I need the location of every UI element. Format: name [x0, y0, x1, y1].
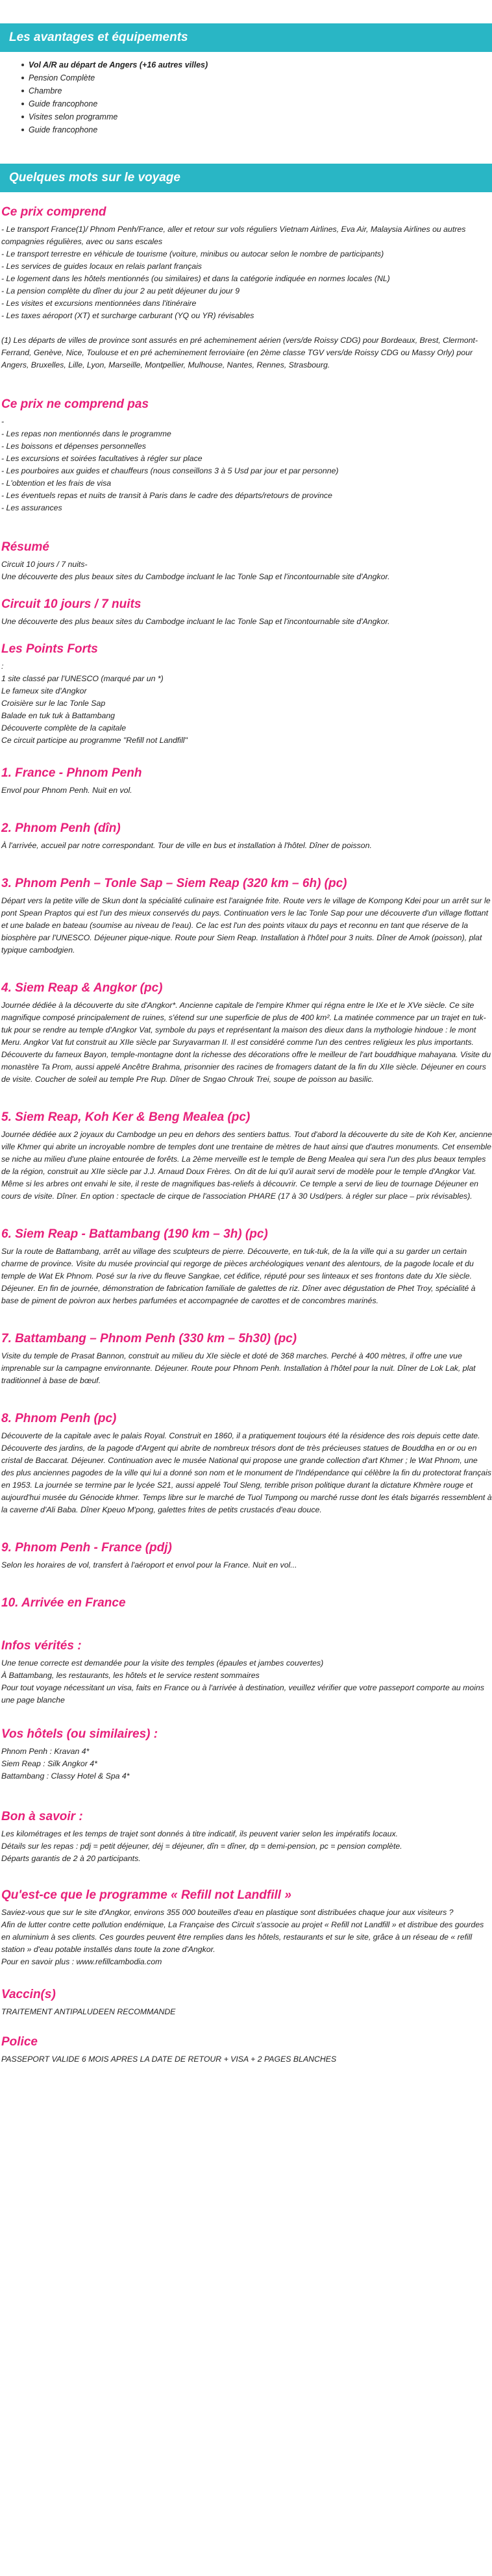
points-forts-line: Croisière sur le lac Tonle Sap — [1, 699, 106, 708]
day-title: 6. Siem Reap - Battambang (190 km – 3h) (pc) — [1, 1227, 268, 1241]
day-title: 4. Siem Reap & Angkor (pc) — [1, 981, 163, 995]
bon-a-savoir-title: Bon à savoir : — [1, 1810, 83, 1823]
day-section — [1, 981, 492, 1086]
avantages-list — [0, 58, 492, 136]
prix-comprend-line: - Les services de guides locaux en relais parlant français — [1, 262, 202, 271]
hotels-line: Battambang : Classy Hotel & Spa 4* — [1, 1771, 130, 1781]
refill-programme-section — [1, 1888, 492, 1968]
day-title: 5. Siem Reap, Koh Ker & Beng Mealea (pc) — [1, 1110, 251, 1124]
police-line: PASSEPORT VALIDE 6 MOIS APRES LA DATE DE RETOUR + VISA + 2 PAGES BLANCHES — [1, 2055, 337, 2064]
infos-verites-line: Une tenue correcte est demandée pour la visite des temples (épaules et jambes couvertes) — [1, 1658, 324, 1668]
police-title: Police — [1, 2035, 38, 2049]
infos-verites-title: Infos vérités : — [1, 1639, 82, 1653]
prix-comprend-line: (1) Les départs de villes de province sont assurés en pré acheminement aérien (vers/de Roissy CDG) pour Bordeaux, Brest, Clermont-Ferrand, Genève, Nice, Toulouse et en pré acheminement ferroviaire (en 2ème classe TGV vers/de Roissy CDG ou Massy Orly) pour Angers, Bruxelles, Lille, Lyon, Marseille, Montpellier, Mulhouse, Nantes, Rennes, Strasbourg. — [1, 336, 478, 369]
bon-a-savoir-section — [1, 1810, 492, 1865]
prix-comprend-line — [1, 322, 492, 334]
points-forts-line: Ce circuit participe au programme "Refill not Landfill" — [1, 736, 188, 745]
points-forts-line: Balade en tuk tuk à Battambang — [1, 711, 116, 720]
refill-programme-line: Afin de lutter contre cette pollution endémique, La Française des Circuit s'associe au projet « Refill not Landfill » et distribue des gourdes en aluminium à ses clients. Ces gourdes peuvent être remplies dans les hôtels, restaurants et sur le site, grâce à un réseau de « refill station » d'eau potable installés dans toute la zone d'Angkor. — [1, 1920, 484, 1954]
bon-a-savoir-line: Les kilométrages et les temps de trajet sont donnés à titre indicatif, ils peuvent varier selon les impératifs locaux. — [1, 1829, 399, 1838]
day-title: 2. Phnom Penh (dîn) — [1, 821, 121, 835]
prix-ne-comprend-line: - Les assurances — [1, 503, 62, 512]
day-title: 10. Arrivée en France — [1, 1596, 126, 1610]
hotels-line: Siem Reap : Silk Angkor 4* — [1, 1759, 97, 1768]
hotels-title: Vos hôtels (ou similaires) : — [1, 1727, 158, 1741]
points-forts-line: 1 site classé par l'UNESCO (marqué par un *) — [1, 674, 164, 683]
refill-programme-line: Saviez-vous que sur le site d'Angkor, environs 355 000 bouteilles d'eau en plastique sont distribuées chaque jour aux visiteurs ? — [1, 1908, 454, 1917]
refill-programme-title: Qu'est-ce que le programme « Refill not Landfill » — [1, 1888, 291, 1902]
avantage-item: Vol A/R au départ de Angers (+16 autres villes) — [29, 58, 492, 71]
bon-a-savoir-line: Départs garantis de 2 à 20 participants. — [1, 1854, 141, 1863]
prix-comprend-title: Ce prix comprend — [1, 205, 106, 219]
day-section — [1, 1227, 492, 1307]
circuit-title: Circuit 10 jours / 7 nuits — [1, 597, 141, 611]
day-text: Sur la route de Battambang, arrêt au village des sculpteurs de pierre. Découverte, en tuk-tuk, de la la ville qui a su garder un certain charme de province. Visite du musée provincial qui regorge de pièces archéologiques venant des alentours, de la pagode locale et du temple de Wat Ek Phnom. Posé sur la rive du fleuve Sangkae, cet édifice, réputé pour ses linteaux et ses frontons date du XIe siècle. Déjeuner. En fin de journée, démonstration de fabrication familiale de galettes de riz. Dîner avec dégustation de Phet Troy, spécialité à base de piment de poivron aux herbes parfumées et accompagnée de carottes et de concombres marinés. — [1, 1247, 476, 1305]
prix-ne-comprend-line: - Les repas non mentionnés dans le programme — [1, 429, 171, 438]
banner-avantages: Les avantages et équipements — [0, 23, 492, 52]
prix-ne-comprend-line: - — [1, 417, 5, 426]
day-text: Journée dédiée aux 2 joyaux du Cambodge un peu en dehors des sentiers battus. Tout d'abord la découverte du site de Koh Ker, ancienne ville Khmer qui abrite un incroyable nombre de temples dont une trentaine de mètres de haut ainsi que d'autres monuments. Cet ensemble se niche au milieu d'une plaine entourée de forêts. La 2ème merveille est le temple de Beng Mealea qui sera l'un des plus beaux temples de la région, construit au XIIe siècle par J.J. Arnaud Doux Frères. On dit de lui qu'il aurait servi de modèle pour le temple d'Angkor Vat. Même si les arbres ont envahi le site, il reste de magnifiques bas-reliefs à découvrir. Ce temple a servi de lieu de tournage Déjeuner en cours de visite. Dîner. En option : spectacle de cirque de l'association PHARE (17 à 30 Usd/pers. à régler sur place – prix révisables). — [1, 1130, 492, 1201]
points-forts-line: Le fameux site d'Angkor — [1, 686, 87, 695]
infos-verites-section — [1, 1639, 492, 1707]
day-text: Selon les horaires de vol, transfert à l'aéroport et envol pour la France. Nuit en vol... — [1, 1560, 297, 1569]
day-section — [1, 1332, 492, 1387]
avantage-item: Visites selon programme — [29, 110, 492, 123]
day-section — [1, 1541, 492, 1571]
day-section — [1, 766, 492, 797]
day-title: 8. Phnom Penh (pc) — [1, 1412, 117, 1425]
day-section — [1, 1412, 492, 1516]
hotels-line: Phnom Penh : Kravan 4* — [1, 1747, 90, 1756]
vaccins-section — [1, 1988, 492, 2018]
police-section — [1, 2035, 492, 2066]
day-section — [1, 821, 492, 852]
day-section — [1, 877, 492, 957]
prix-comprend-line: - La pension complète du dîner du jour 2 au petit déjeuner du jour 9 — [1, 286, 240, 295]
vaccins-line: TRAITEMENT ANTIPALUDEEN RECOMMANDE — [1, 2007, 176, 2016]
prix-ne-comprend-section — [1, 397, 492, 514]
prix-ne-comprend-line: - Les excursions et soirées facultatives à régler sur place — [1, 454, 203, 463]
prix-ne-comprend-title: Ce prix ne comprend pas — [1, 397, 149, 411]
vaccins-title: Vaccin(s) — [1, 1988, 56, 2001]
content — [0, 205, 492, 2066]
prix-comprend-section — [1, 205, 492, 371]
day-title: 3. Phnom Penh – Tonle Sap – Siem Reap (320 km – 6h) (pc) — [1, 877, 347, 890]
prix-comprend-line: - Le transport terrestre en véhicule de tourisme (voiture, minibus ou autocar selon le nombre de participants) — [1, 249, 384, 258]
points-forts-section — [1, 642, 492, 747]
day-text: Départ vers la petite ville de Skun dont la spécialité culinaire est l'araignée frite. Route vers le village de Kompong Kdei pour un arrêt sur le pont Spean Praptos qui est l'un des mieux conservés du pays. Continuation vers le lac Tonle Sap pour une découverte d'un village flottant et une balade en bateau (soumise au niveau de l'eau). Ce lac est l'un des points vitaux du pays et reconnu en tant que réserve de la biosphère par l'UNESCO. Déjeuner pique-nique. Route pour Siem Reap. Installation à l'hôtel pour 3 nuits. Dîner de Amok (poisson), plat typique cambodgien. — [1, 896, 491, 955]
day-section — [1, 1110, 492, 1203]
resume-title: Résumé — [1, 540, 49, 554]
infos-verites-line: À Battambang, les restaurants, les hôtels et le service restent sommaires — [1, 1671, 260, 1680]
prix-ne-comprend-line: - L'obtention et les frais de visa — [1, 479, 112, 488]
prix-ne-comprend-line: - Les éventuels repas et nuits de transit à Paris dans le cadre des départs/retours de province — [1, 491, 332, 500]
avantage-item: Guide francophone — [29, 97, 492, 110]
prix-ne-comprend-line: - Les pourboires aux guides et chauffeurs (nous conseillons 3 à 5 Usd par jour et par personne) — [1, 466, 339, 475]
prix-comprend-line: - Le transport France(1)/ Phnom Penh/France, aller et retour sur vols réguliers Vietnam Airlines, Eva Air, Malaysia Airlines ou autres compagnies régulières, avec ou sans escales — [1, 225, 466, 246]
day-text: À l'arrivée, accueil par notre correspondant. Tour de ville en bus et installation à l'hôtel. Dîner de poisson. — [1, 841, 372, 850]
day-section — [1, 1596, 492, 1610]
day-text: Envol pour Phnom Penh. Nuit en vol. — [1, 786, 132, 795]
day-text: Découverte de la capitale avec le palais Royal. Construit en 1860, il a pratiquement toujours été la résidence des rois depuis cette date. Découverte des jardins, de la pagode d'Argent qui abrite de nombreux trésors dont de très précieuses statues de Bouddha en or ou en cristal de Baccarat. Déjeuner. Continuation avec le musée National qui propose une grande collection d'art Khmer ; le Wat Phnom, une des plus anciennes pagodes de la ville qui lui a donné son nom et le monument de l'Indépendance qui célèbre la fin du protectorat français en 1953. La journée se termine par le lycée S21, aussi appelé Toul Sleng, terrible prison politique durant la dictature Khmère rouge et aujourd'hui musée du Génocide khmer. Temps libre sur le marché de Tuol Tumpong ou marché russe dont les étals bigarrés ressemblent à la caverne d'Ali Baba. Dîner Kpeuo M'pong, galettes frites de petits crustacés d'eau douce. — [1, 1431, 492, 1514]
day-title: 7. Battambang – Phnom Penh (330 km – 5h30) (pc) — [1, 1332, 297, 1345]
points-forts-title: Les Points Forts — [1, 642, 98, 656]
resume-section — [1, 540, 492, 583]
day-title: 9. Phnom Penh - France (pdj) — [1, 1541, 172, 1555]
points-forts-line: : — [1, 662, 4, 671]
resume-line: Circuit 10 jours / 7 nuits- — [1, 560, 88, 569]
prix-comprend-line: - Le logement dans les hôtels mentionnés (ou similaires) et dans la catégorie indiquée en normes locales (NL) — [1, 274, 390, 283]
banner-voyage: Quelques mots sur le voyage — [0, 164, 492, 192]
points-forts-line: Découverte complète de la capitale — [1, 723, 127, 732]
avantage-item: Chambre — [29, 84, 492, 97]
prix-comprend-line: - Les taxes aéroport (XT) et surcharge carburant (YQ ou YR) révisables — [1, 311, 254, 320]
prix-ne-comprend-line: - Les boissons et dépenses personnelles — [1, 442, 146, 451]
avantage-item: Guide francophone — [29, 123, 492, 136]
infos-verites-line: Pour tout voyage nécessitant un visa, faits en France ou à l'arrivée à destination, veuillez vérifier que votre passeport comporte au moins une page blanche — [1, 1683, 484, 1705]
refill-programme-line: Pour en savoir plus : www.refillcambodia.com — [1, 1957, 162, 1966]
circuit-line: Une découverte des plus beaux sites du Cambodge incluant le lac Tonle Sap et l'incontournable site d'Angkor. — [1, 617, 390, 626]
resume-line: Une découverte des plus beaux sites du Cambodge incluant le lac Tonle Sap et l'incontournable site d'Angkor. — [1, 572, 390, 581]
circuit-section — [1, 597, 492, 628]
day-title: 1. France - Phnom Penh — [1, 766, 142, 780]
avantage-item: Pension Complète — [29, 71, 492, 84]
day-text: Visite du temple de Prasat Bannon, construit au milieu du XIe siècle et doté de 368 marches. Perché à 400 mètres, il offre une vue imprenable sur la campagne environnante. Déjeuner. Route pour Phnom Penh. Installation à l'hôtel pour la nuit. Dîner de Lok Lak, plat traditionnel à base de bœuf. — [1, 1351, 476, 1385]
bon-a-savoir-line: Détails sur les repas : pdj = petit déjeuner, déj = déjeuner, dîn = dîner, dp = demi-pension, pc = pension complète. — [1, 1842, 402, 1851]
prix-comprend-line: - Les visites et excursions mentionnées dans l'itinéraire — [1, 299, 197, 308]
hotels-section — [1, 1727, 492, 1782]
day-text: Journée dédiée à la découverte du site d'Angkor*. Ancienne capitale de l'empire Khmer qui régna entre le IXe et le XVe siècle. Ce site magnifique composé principalement de ruines, s'étend sur une superficie de plus de 400 km². La matinée commence par un trajet en tuk-tuk pour se rendre au temple d'Angkor Vat, symbole du pays et représentant la maison des dieux dans la mythologie hindoue : le mont Meru. Angkor Vat fut construit au XIIe siècle par Suryavarman II. Il est considéré comme l'un des centres religieux les plus importants. Découverte du fameux Bayon, temple-montagne dont la richesse des décorations offre le meilleur de l'art bouddhique mahayana. Visite du monastère Ta Prom, aussi appelé Ancêtre Brahma, prisonnier des racines de fromagers datant de la fin du XIIe siècle. Déjeuner en cours de visite. Coucher de soleil au temple Pre Rup. Dîner de Sngao Chrouk Trei, soupe de poisson au basilic. — [1, 1001, 491, 1084]
